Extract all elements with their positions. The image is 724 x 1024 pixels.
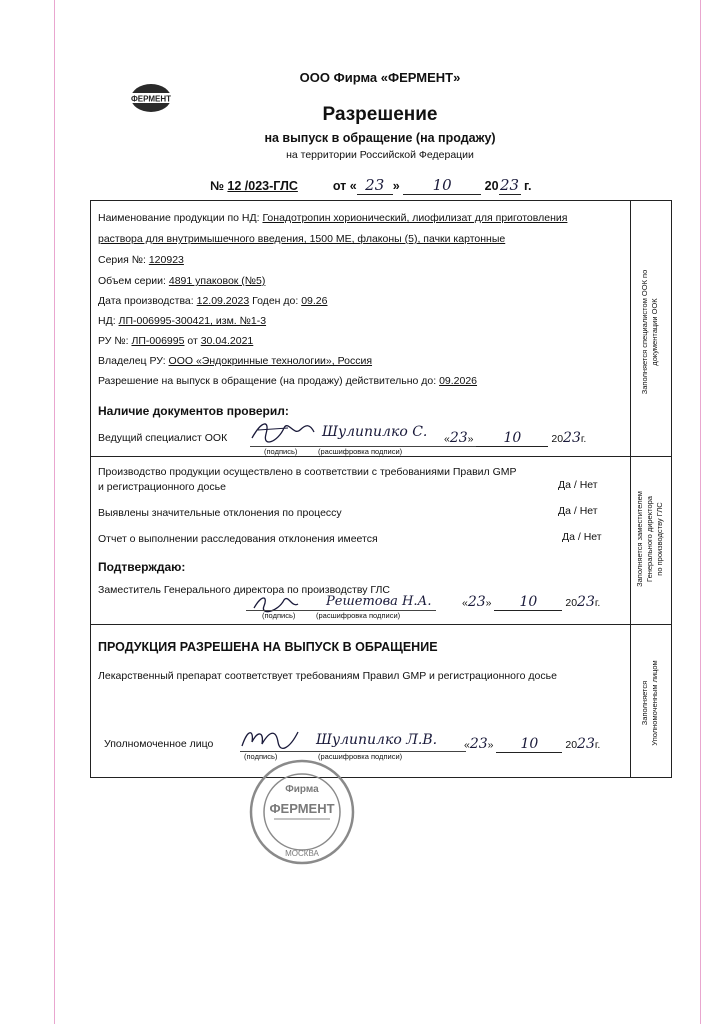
side-column-divider [630,200,631,777]
section1-year-end: г. [580,433,587,445]
section1-heading: Наличие документов проверил: [98,404,289,418]
date-close-quote: » [392,179,400,193]
date-day: 23 [365,176,385,194]
stamp-top-text: Фирма [285,784,319,795]
section2-open-quote: « [462,597,468,609]
section2-handwritten-name: Решетова Н.А. [326,594,432,609]
section-divider-2 [90,624,671,625]
section3-year: 23 [577,736,595,752]
number-label: № [210,179,224,193]
date-month: 10 [432,176,452,194]
section1-open-quote: « [444,433,450,445]
section3-statement: Лекарственный препарат соответствует требованиям Правил GMP и регистрационного досье [98,670,557,682]
product-name-line2: раствора для внутримышечного введения, 1500 МЕ, флаконы (5), пачки картонные [98,233,506,245]
section1-decode-caption: (расшифровка подписи) [318,447,403,456]
section2-close-quote: » [485,597,492,609]
section2-month: 10 [519,594,538,610]
series-row [98,254,184,266]
logo-text: ФЕРМЕНТ [130,94,172,104]
section1-handwritten-name: Шулипилко С. [322,424,428,440]
volume-row [98,275,265,287]
section3-year-prefix: 20 [565,739,578,751]
section2-date [462,594,600,611]
stamp-center-text: ФЕРМЕНТ [269,801,335,816]
section3-sign-caption: (подпись) [244,752,278,761]
section1-role: Ведущий специалист ООК [98,432,228,444]
deviation-answer: Да / Нет [558,505,598,517]
owner-row [98,355,372,367]
date-year: 23 [500,176,520,194]
section3-year-end: г. [594,739,601,751]
section-divider-1 [90,456,671,457]
series-value: 120923 [148,254,184,266]
section1-day: 23 [449,430,468,446]
ru-label: РУ №: [98,335,129,347]
series-label: Серия №: [98,254,146,266]
section1-signature [248,416,318,448]
document-subtitle-territory: на территории Российской Федерации [286,149,474,161]
company-stamp [248,758,356,866]
section1-month: 10 [503,430,522,446]
section3-day: 23 [469,736,488,752]
section3-signature [238,724,302,752]
section3-handwritten-name: Шулипилко Л.В. [316,732,438,748]
section1-side-note: Заполняется специалистом ООК по документации ООК [640,269,659,395]
section3-role: Уполномоченное лицо [104,738,214,750]
section2-decode-caption: (расшифровка подписи) [316,611,401,620]
section3-side-note: Заполняется Уполномоченным лицом [640,660,659,746]
valid-until-label: Годен до: [252,295,299,307]
company-name: ООО Фирма «ФЕРМЕНТ» [299,70,461,85]
document-title: Разрешение [322,104,438,125]
section2-year-end: г. [594,597,601,609]
gmp-answer: Да / Нет [558,479,598,491]
section2-year-prefix: 20 [565,597,578,609]
section3-close-quote: » [487,739,494,751]
date-year-prefix: 20 [484,179,499,193]
section1-year-prefix: 20 [551,433,564,445]
ru-from-label: от [187,335,198,347]
production-date-row [98,295,327,307]
ru-value: ЛП-006995 [131,335,185,347]
section3-heading: ПРОДУКЦИЯ РАЗРЕШЕНА НА ВЫПУСК В ОБРАЩЕНИЕ [98,640,438,654]
deviation-question: Выявлены значительные отклонения по процессу [98,507,342,519]
section1-date [444,430,586,447]
document-number-line [210,176,531,195]
product-name-label: Наименование продукции по НД: [98,212,260,224]
release-until-label: Разрешение на выпуск в обращение (на продажу) действительно до: [98,375,437,387]
section2-year: 23 [577,594,595,610]
section2-role: Заместитель Генерального директора по производству ГЛС [98,584,390,596]
section1-sign-caption: (подпись) [264,447,298,456]
section1-year: 23 [563,430,581,446]
volume-label: Объем серии: [98,275,166,287]
section3-month: 10 [520,736,539,752]
date-from-label: от « [332,179,357,193]
ru-from-value: 30.04.2021 [200,335,254,347]
stamp-bottom-text: МОСКВА [285,849,319,858]
nd-value: ЛП-006995-300421, изм. №1-3 [118,315,267,327]
section2-heading: Подтверждаю: [98,560,186,574]
production-date-label: Дата производства: [98,295,194,307]
section3-open-quote: « [464,739,470,751]
document-subtitle: на выпуск в обращение (на продажу) [264,131,496,145]
date-year-end: г. [524,179,532,193]
release-until-row [98,375,477,387]
valid-until-value: 09.26 [301,295,328,307]
section2-day: 23 [467,594,486,610]
report-answer: Да / Нет [562,531,602,543]
volume-value: 4891 упаковок (№5) [168,275,266,287]
section3-decode-caption: (расшифровка подписи) [318,752,403,761]
product-name-row [98,212,567,224]
section3-date [464,736,600,753]
product-name-line1: Гонадотропин хорионический, лиофилизат для приготовления [262,212,568,224]
production-date-value: 12.09.2023 [196,295,250,307]
nd-label: НД: [98,315,116,327]
section2-sign-caption: (подпись) [262,611,296,620]
gmp-line1: Производство продукции осуществлено в соответствии с требованиями Правил GMP [98,466,517,478]
section1-close-quote: » [467,433,474,445]
owner-label: Владелец РУ: [98,355,166,367]
nd-row [98,315,266,327]
owner-value: ООО «Эндокринные технологии», Россия [168,355,373,367]
ru-row [98,335,253,347]
section2-side-note: Заполняется заместителем Генерального директора по производству ГЛС [635,491,664,587]
release-until-value: 09.2026 [439,375,478,387]
report-question: Отчет о выполнении расследования отклонения имеется [98,533,378,545]
document-number: 12 /023-ГЛС [227,179,298,193]
gmp-line2: и регистрационного досье [98,481,226,493]
